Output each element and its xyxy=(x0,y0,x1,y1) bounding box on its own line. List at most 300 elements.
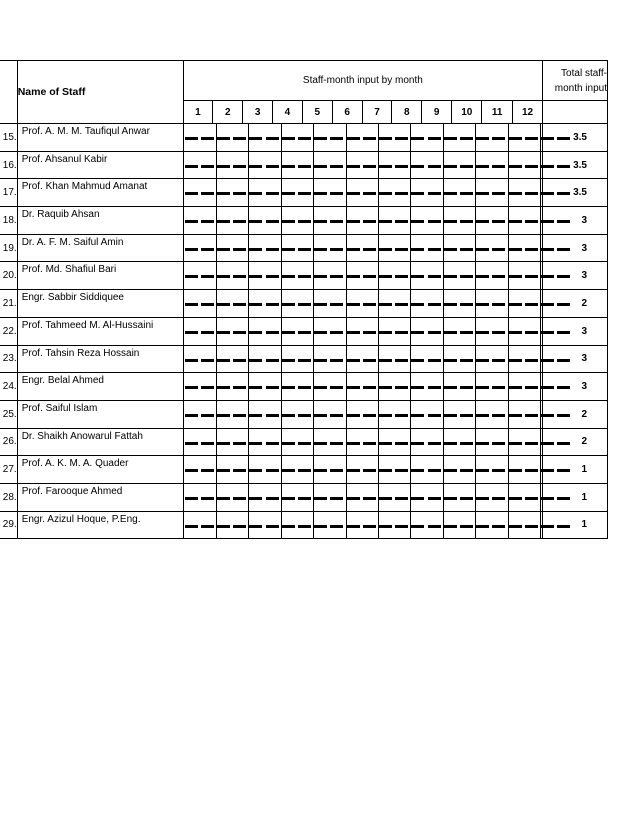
staff-month-bar-segment xyxy=(217,525,230,528)
staff-month-bar-segment xyxy=(428,137,441,140)
staff-month-bar-segment xyxy=(557,386,570,389)
month-divider xyxy=(378,152,379,179)
month-divider xyxy=(216,152,217,179)
staff-month-bar-segment xyxy=(411,469,424,472)
staff-name: Prof. A. M. M. Taufiqul Anwar xyxy=(17,124,183,152)
staff-month-bar-segment xyxy=(298,192,311,195)
staff-month-bar-segment xyxy=(411,192,424,195)
staff-name: Engr. Belal Ahmed xyxy=(17,373,183,401)
staff-month-bar-segment xyxy=(492,192,505,195)
table-row xyxy=(0,262,608,290)
staff-month-bar-segment xyxy=(266,331,279,334)
staff-month-bar-segment xyxy=(185,469,198,472)
month-divider xyxy=(281,262,282,289)
staff-month-bar-segment xyxy=(379,220,392,223)
staff-month-bar-segment xyxy=(509,414,522,417)
staff-name: Dr. A. F. M. Saiful Amin xyxy=(17,234,183,262)
month-divider xyxy=(216,456,217,483)
month-divider xyxy=(313,179,314,206)
staff-month-bar-segment xyxy=(428,220,441,223)
month-divider xyxy=(281,207,282,234)
staff-month-bar-segment xyxy=(249,469,262,472)
header-total xyxy=(543,61,608,101)
staff-month-bar-segment xyxy=(217,331,230,334)
month-divider xyxy=(508,512,509,539)
staff-month-bar-segment xyxy=(492,303,505,306)
month-divider xyxy=(378,179,379,206)
month-divider xyxy=(216,262,217,289)
staff-name: Prof. Md. Shafiul Bari xyxy=(17,262,183,290)
staff-month-bar-segment xyxy=(411,414,424,417)
table-row xyxy=(0,207,608,235)
staff-month-bar-segment xyxy=(428,248,441,251)
month-divider xyxy=(281,429,282,456)
staff-month-bar-segment xyxy=(185,525,198,528)
staff-month-bar-segment xyxy=(282,414,295,417)
staff-month-bar-segment xyxy=(185,220,198,223)
staff-month-bar-segment xyxy=(233,469,246,472)
month-divider xyxy=(443,373,444,400)
month-divider xyxy=(443,429,444,456)
staff-month-bar-segment xyxy=(492,165,505,168)
staff-month-bar-segment xyxy=(347,248,360,251)
staff-month-bar-segment xyxy=(217,137,230,140)
staff-month-bar-segment xyxy=(444,497,457,500)
month-header-4: 4 xyxy=(273,101,303,124)
month-divider xyxy=(378,290,379,317)
staff-name: Dr. Shaikh Anowarul Fattah xyxy=(17,428,183,456)
month-divider xyxy=(248,401,249,428)
staff-month-bar-segment xyxy=(541,442,554,445)
table-row xyxy=(0,428,608,456)
staff-month-bar-segment xyxy=(201,248,214,251)
staff-month-bar-segment xyxy=(460,220,473,223)
staff-month-bar-segment xyxy=(347,192,360,195)
month-divider xyxy=(346,290,347,317)
staff-month-bar-segment xyxy=(347,442,360,445)
staff-month-bar-segment xyxy=(428,359,441,362)
staff-month-bar-segment xyxy=(444,192,457,195)
month-divider xyxy=(346,512,347,539)
staff-month-bar-segment xyxy=(492,469,505,472)
staff-month-bar-segment xyxy=(314,331,327,334)
staff-month-bar-segment xyxy=(509,442,522,445)
month-header-1: 1 xyxy=(183,101,213,124)
staff-month-bar-segment xyxy=(217,220,230,223)
staff-month-bar-segment xyxy=(428,331,441,334)
staff-month-bar-segment xyxy=(217,359,230,362)
month-divider xyxy=(443,401,444,428)
staff-month-bar-segment xyxy=(541,386,554,389)
staff-month-bar-segment xyxy=(233,220,246,223)
month-divider xyxy=(346,152,347,179)
staff-month-bar-segment xyxy=(330,303,343,306)
staff-month-bar-segment xyxy=(379,497,392,500)
month-input-bars xyxy=(183,151,543,179)
staff-month-bar-segment xyxy=(525,220,538,223)
staff-month-bar-segment xyxy=(347,525,360,528)
staff-month-bar-segment xyxy=(525,303,538,306)
staff-month-bar-segment xyxy=(428,497,441,500)
table-body xyxy=(0,124,608,539)
staff-month-bar-segment xyxy=(395,469,408,472)
month-divider xyxy=(346,373,347,400)
staff-month-bar-segment xyxy=(330,469,343,472)
staff-month-bar-segment xyxy=(411,220,424,223)
staff-month-bar-segment xyxy=(428,192,441,195)
staff-month-bar-segment xyxy=(379,303,392,306)
month-divider xyxy=(248,456,249,483)
month-divider xyxy=(540,484,541,511)
staff-month-bar-segment xyxy=(557,359,570,362)
month-divider xyxy=(313,373,314,400)
staff-month-bar-segment xyxy=(476,165,489,168)
staff-month-bar-segment xyxy=(314,497,327,500)
staff-month-bar-segment xyxy=(379,359,392,362)
month-divider xyxy=(508,318,509,345)
month-divider xyxy=(281,318,282,345)
staff-month-bar-segment xyxy=(379,192,392,195)
month-divider xyxy=(281,235,282,262)
month-divider xyxy=(410,484,411,511)
month-divider xyxy=(313,207,314,234)
table-row xyxy=(0,400,608,428)
staff-month-bar-segment xyxy=(330,192,343,195)
header-staff-month-input: Staff-month input by month xyxy=(183,61,543,101)
month-divider xyxy=(508,484,509,511)
staff-month-bar-segment xyxy=(509,220,522,223)
staff-month-bar-segment xyxy=(509,359,522,362)
staff-month-bar-segment xyxy=(347,497,360,500)
month-divider xyxy=(378,346,379,373)
staff-month-bar-segment xyxy=(541,220,554,223)
staff-month-bar-segment xyxy=(557,331,570,334)
staff-month-bar-segment xyxy=(282,248,295,251)
staff-month-bar-segment xyxy=(266,275,279,278)
staff-month-bar-segment xyxy=(509,248,522,251)
month-divider xyxy=(313,429,314,456)
month-divider xyxy=(540,373,541,400)
staff-month-bar-segment xyxy=(541,497,554,500)
staff-month-bar-segment xyxy=(411,386,424,389)
staff-month-bar-segment xyxy=(428,414,441,417)
staff-month-bar-segment xyxy=(266,137,279,140)
staff-month-bar-segment xyxy=(330,275,343,278)
month-input-bars xyxy=(183,234,543,262)
staff-month-bar-segment xyxy=(411,525,424,528)
month-divider xyxy=(216,373,217,400)
staff-month-bar-segment xyxy=(347,414,360,417)
total-staff-month: 3 xyxy=(543,345,608,373)
staff-month-bar-segment xyxy=(185,386,198,389)
staff-month-bar-segment xyxy=(395,414,408,417)
staff-month-bar-segment xyxy=(428,275,441,278)
total-staff-month: 2 xyxy=(543,428,608,456)
month-divider xyxy=(313,124,314,151)
staff-month-bar-segment xyxy=(476,331,489,334)
staff-month-bar-segment xyxy=(363,386,376,389)
staff-month-bar-segment xyxy=(492,137,505,140)
month-divider xyxy=(443,456,444,483)
month-divider xyxy=(410,373,411,400)
staff-month-bar-segment xyxy=(314,165,327,168)
staff-month-bar-segment xyxy=(557,442,570,445)
staff-month-bar-segment xyxy=(476,497,489,500)
month-divider xyxy=(248,373,249,400)
staff-month-bar-segment xyxy=(476,469,489,472)
month-divider xyxy=(248,152,249,179)
staff-month-bar-segment xyxy=(444,331,457,334)
month-divider xyxy=(346,401,347,428)
staff-month-bar-segment xyxy=(395,497,408,500)
month-divider xyxy=(475,373,476,400)
month-divider xyxy=(475,429,476,456)
staff-month-bar-segment xyxy=(330,386,343,389)
month-divider xyxy=(346,124,347,151)
row-number: 27. xyxy=(0,456,17,484)
month-divider xyxy=(378,401,379,428)
staff-month-bar-segment xyxy=(509,497,522,500)
month-divider xyxy=(443,179,444,206)
staff-month-bar-segment xyxy=(476,525,489,528)
staff-month-bar-segment xyxy=(266,220,279,223)
staff-month-bar-segment xyxy=(460,497,473,500)
table-row xyxy=(0,179,608,207)
staff-month-bar-segment xyxy=(460,386,473,389)
month-divider xyxy=(508,124,509,151)
staff-month-bar-segment xyxy=(411,303,424,306)
month-divider xyxy=(248,484,249,511)
month-divider xyxy=(540,235,541,262)
staff-month-bar-segment xyxy=(298,220,311,223)
staff-month-bar-segment xyxy=(379,331,392,334)
staff-month-bar-segment xyxy=(525,442,538,445)
staff-month-bar-segment xyxy=(525,497,538,500)
staff-month-bar-segment xyxy=(201,525,214,528)
staff-month-bar-segment xyxy=(266,359,279,362)
staff-month-bar-segment xyxy=(460,469,473,472)
row-number: 20. xyxy=(0,262,17,290)
staff-month-bar-segment xyxy=(541,359,554,362)
month-divider xyxy=(378,484,379,511)
month-divider xyxy=(443,124,444,151)
row-number: 25. xyxy=(0,400,17,428)
staff-name: Prof. Farooque Ahmed xyxy=(17,483,183,511)
month-divider xyxy=(216,179,217,206)
staff-month-bar-segment xyxy=(379,386,392,389)
staff-month-bar-segment xyxy=(185,137,198,140)
staff-month-bar-segment xyxy=(509,469,522,472)
month-divider xyxy=(540,290,541,317)
total-staff-month: 3 xyxy=(543,234,608,262)
staff-name: Prof. Tahmeed M. Al-Hussaini xyxy=(17,317,183,345)
month-divider xyxy=(216,124,217,151)
staff-month-bar-segment xyxy=(233,442,246,445)
staff-month-bar-segment xyxy=(217,469,230,472)
month-divider xyxy=(540,318,541,345)
header-total-line1: Total staff- xyxy=(561,67,607,79)
staff-month-bar-segment xyxy=(185,414,198,417)
staff-month-bar-segment xyxy=(363,165,376,168)
month-divider xyxy=(346,456,347,483)
staff-month-bar-segment xyxy=(363,220,376,223)
staff-month-bar-segment xyxy=(492,497,505,500)
staff-month-bar-segment xyxy=(201,137,214,140)
staff-month-bar-segment xyxy=(395,275,408,278)
staff-month-bar-segment xyxy=(330,331,343,334)
staff-month-bar-segment xyxy=(557,275,570,278)
staff-month-bar-segment xyxy=(395,386,408,389)
staff-month-bar-segment xyxy=(330,165,343,168)
month-input-bars xyxy=(183,317,543,345)
month-divider xyxy=(378,318,379,345)
staff-month-bar-segment xyxy=(363,303,376,306)
table-row xyxy=(0,124,608,152)
month-input-bars xyxy=(183,207,543,235)
month-divider xyxy=(410,262,411,289)
month-divider xyxy=(540,429,541,456)
staff-month-bar-segment xyxy=(557,525,570,528)
staff-month-bar-segment xyxy=(298,359,311,362)
staff-month-bar-segment xyxy=(525,137,538,140)
month-divider xyxy=(443,512,444,539)
month-divider xyxy=(508,207,509,234)
table-row xyxy=(0,511,608,539)
month-input-bars xyxy=(183,124,543,152)
staff-month-bar-segment xyxy=(492,275,505,278)
month-divider xyxy=(313,235,314,262)
month-divider xyxy=(443,484,444,511)
staff-month-bar-segment xyxy=(395,165,408,168)
total-staff-month: 3 xyxy=(543,373,608,401)
staff-month-bar-segment xyxy=(525,525,538,528)
month-divider xyxy=(410,346,411,373)
total-staff-month: 3 xyxy=(543,317,608,345)
staff-month-bar-segment xyxy=(282,275,295,278)
staff-month-bar-segment xyxy=(379,275,392,278)
month-divider xyxy=(248,179,249,206)
month-header-11: 11 xyxy=(482,101,512,124)
staff-month-bar-segment xyxy=(379,165,392,168)
staff-month-bar-segment xyxy=(201,165,214,168)
month-divider xyxy=(508,152,509,179)
staff-month-bar-segment xyxy=(395,303,408,306)
staff-month-bar-segment xyxy=(185,192,198,195)
staff-month-bar-segment xyxy=(201,192,214,195)
staff-month-bar-segment xyxy=(541,525,554,528)
month-divider xyxy=(313,290,314,317)
month-divider xyxy=(540,346,541,373)
month-input-bars xyxy=(183,428,543,456)
staff-month-bar-segment xyxy=(233,165,246,168)
staff-month-bar-segment xyxy=(298,442,311,445)
month-input-bars xyxy=(183,511,543,539)
month-divider xyxy=(378,429,379,456)
staff-month-bar-segment xyxy=(476,248,489,251)
staff-month-bar-segment xyxy=(363,442,376,445)
staff-month-bar-segment xyxy=(509,386,522,389)
staff-month-bar-segment xyxy=(282,469,295,472)
staff-month-bar-segment xyxy=(509,137,522,140)
staff-month-bar-segment xyxy=(266,414,279,417)
row-number: 23. xyxy=(0,345,17,373)
staff-month-bar-segment xyxy=(411,359,424,362)
month-divider xyxy=(508,235,509,262)
staff-month-bar-segment xyxy=(460,275,473,278)
staff-month-bar-segment xyxy=(444,386,457,389)
staff-month-bar-segment xyxy=(201,497,214,500)
staff-month-bar-segment xyxy=(492,220,505,223)
month-input-bars xyxy=(183,483,543,511)
header-name-of-staff: Name of Staff xyxy=(17,61,183,124)
month-divider xyxy=(216,346,217,373)
staff-month-bar-segment xyxy=(233,137,246,140)
total-staff-month: 2 xyxy=(543,290,608,318)
staff-month-bar-segment xyxy=(411,248,424,251)
table-row xyxy=(0,290,608,318)
month-divider xyxy=(378,262,379,289)
month-divider xyxy=(475,484,476,511)
staff-month-bar-segment xyxy=(541,331,554,334)
staff-month-bar-segment xyxy=(233,414,246,417)
staff-month-bar-segment xyxy=(428,442,441,445)
staff-month-bar-segment xyxy=(233,303,246,306)
total-staff-month: 3.5 xyxy=(543,124,608,152)
staff-month-bar-segment xyxy=(282,192,295,195)
staff-month-bar-segment xyxy=(525,386,538,389)
month-divider xyxy=(248,235,249,262)
staff-month-bar-segment xyxy=(460,359,473,362)
staff-month-bar-segment xyxy=(217,275,230,278)
month-divider xyxy=(475,512,476,539)
staff-month-bar-segment xyxy=(541,165,554,168)
staff-month-bar-segment xyxy=(347,331,360,334)
month-divider xyxy=(508,262,509,289)
staff-month-bar-segment xyxy=(525,359,538,362)
staff-month-bar-segment xyxy=(217,303,230,306)
staff-month-bar-segment xyxy=(249,525,262,528)
staff-month-bar-segment xyxy=(444,469,457,472)
staff-month-bar-segment xyxy=(395,192,408,195)
table-row xyxy=(0,234,608,262)
staff-month-bar-segment xyxy=(460,414,473,417)
staff-month-bar-segment xyxy=(185,275,198,278)
month-divider xyxy=(540,512,541,539)
staff-month-bar-segment xyxy=(266,497,279,500)
month-divider xyxy=(346,179,347,206)
staff-month-bar-segment xyxy=(557,248,570,251)
month-divider xyxy=(443,152,444,179)
staff-month-bar-segment xyxy=(363,331,376,334)
month-input-bars xyxy=(183,345,543,373)
month-divider xyxy=(443,235,444,262)
staff-name: Dr. Raquib Ahsan xyxy=(17,207,183,235)
staff-month-bar-segment xyxy=(201,414,214,417)
staff-month-bar-segment xyxy=(444,137,457,140)
month-divider xyxy=(378,124,379,151)
staff-month-bar-segment xyxy=(363,414,376,417)
staff-month-bar-segment xyxy=(363,359,376,362)
staff-month-bar-segment xyxy=(314,469,327,472)
staff-month-bar-segment xyxy=(282,220,295,223)
staff-month-bar-segment xyxy=(201,442,214,445)
staff-month-bar-segment xyxy=(525,414,538,417)
staff-month-table xyxy=(0,60,608,539)
month-divider xyxy=(313,318,314,345)
month-input-bars xyxy=(183,373,543,401)
staff-month-bar-segment xyxy=(557,137,570,140)
staff-name: Prof. Ahsanul Kabir xyxy=(17,151,183,179)
